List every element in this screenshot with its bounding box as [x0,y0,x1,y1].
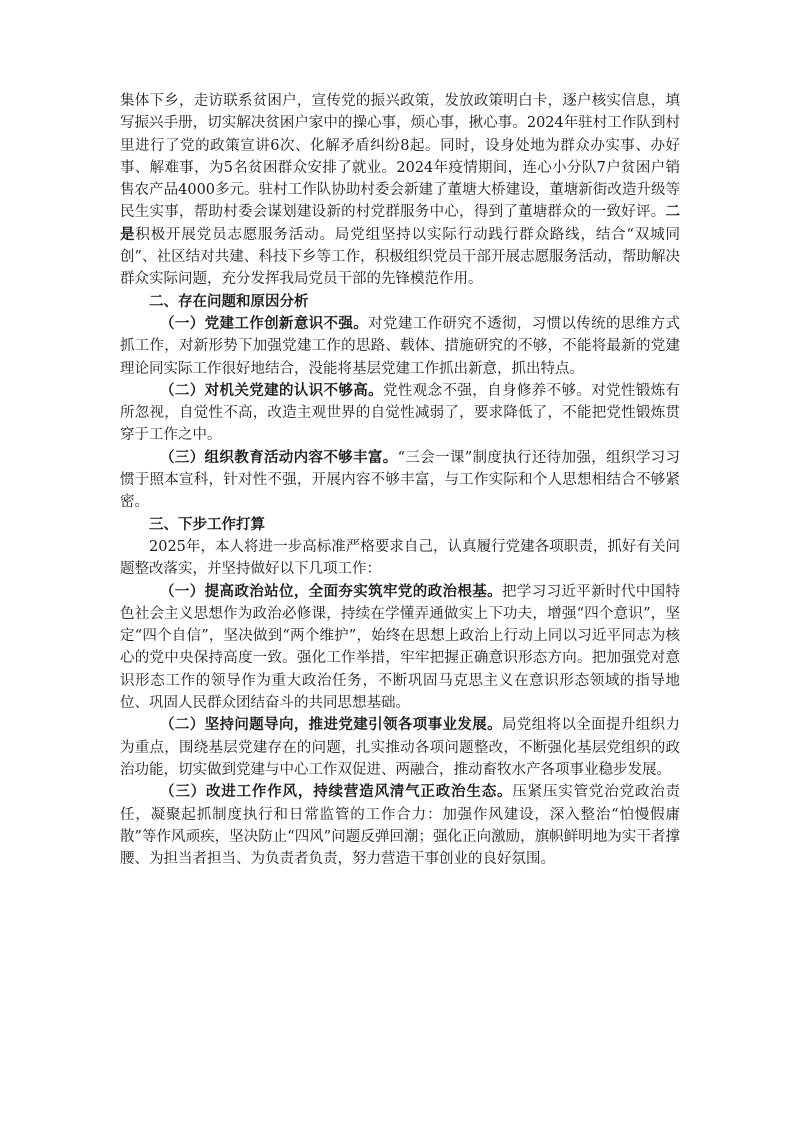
section2-heading: 二、存在问题和原因分析 [149,293,309,310]
section3-item-1 [120,581,680,715]
item-number: （三） [160,784,206,801]
item-bold-title: 改进工作作风，持续营造风清气正政治生态。 [205,784,513,801]
section2-item-3 [120,447,680,514]
intro-bold-marker: 二是 [120,204,680,243]
item-number: （一） [160,583,205,600]
item-number: （一） [160,315,205,332]
section3-item-2 [120,714,680,781]
item-bold-title: 党建工作创新意识不强。 [204,315,369,332]
item-text: 压紧压实管党治党政治责任，凝聚起抓制度执行和日常监管的工作合力：加强作风建设，深入整治“怕慢假庸散”等作风顽疾，坚决防止“四风”问题反弹回潮；强化正向激励，旗帜鲜明地为实干者撑腰、为担当者担当、为负责者负责，努力营造干事创业的良好氛围。 [120,784,681,868]
section3-intro: 2025年，本人将进一步高标准严格要求自己，认真履行党建各项职责，抓好有关问题整改落实，并坚持做好以下几项工作： [120,538,680,578]
section3-item-3 [120,781,680,870]
item-number: （二） [160,382,205,399]
item-bold-title: 提高政治站位，全面夯实筑牢党的政治根基。 [204,583,502,600]
intro-tail-text: 积极开展党员志愿服务活动。局党组坚持以实际行动践行群众路线，结合“双城同创”、社区结对共建、科技下乡等工作，积极组织党员干部开展志愿服务活动，帮助解决群众实际问题，充分发挥我局党员干部的先锋模范作用。 [120,226,680,288]
document-page [120,90,680,870]
item-text: 把学习习近平新时代中国特色社会主义思想作为政治必修课，持续在学懂弄通做实上下功夫，增强“四个意识”，坚定“四个自信”，坚决做到“两个维护”，始终在思想上政治上行动上同以习近平同志为核心的党中央保持高度一致。强化工作举措，牢牢把握正确意识形态方向。把加强党对意识形态工作的领导作为重大政治任务，不断巩固马克思主义在意识形态领域的指导地位、巩固人民群众团结奋斗的共同思想基础。 [120,583,681,712]
section3-heading: 三、下步工作打算 [149,516,265,533]
item-text: 党性观念不强，自身修养不够。对党性锻炼有所忽视，自觉性不高，改造主观世界的自觉性减弱了，要求降低了，不能把党性锻炼贯穿于工作之中。 [120,382,681,444]
intro-text: 集体下乡，走访联系贫困户，宣传党的振兴政策，发放政策明白卡，逐户核实信息，填写振兴手册，切实解决贫困户家中的操心事，烦心事，揪心事。2024年驻村工作队到村里进行了党的政策宣讲6次、化解矛盾纠纷8起。同时，设身处地为群众办实事、办好事、解难事，为5名贫困群众安排了就业。2024年疫情期间，连心小分队7户贫困户销售农产品4000多元。驻村工作队协助村委会新建了董塘大桥建设，董塘新街改造升级等民生实事，帮助村委会谋划建设新的村党群服务中心，得到了董塘群众的一致好评。 [120,93,680,221]
section2-item-1 [120,313,680,380]
item-number: （三） [160,449,205,466]
item-text: 局党组将以全面提升组织力为重点，围绕基层党建存在的问题，扎实推动各项问题整改，不断强化基层党组织的政治功能，切实做到党建与中心工作双促进、两融合，推动畜牧水产各项事业稳步发展。 [120,717,681,778]
item-bold-title: 组织教育活动内容不够丰富。 [204,449,398,466]
item-number: （二） [160,717,205,734]
intro-paragraph [120,90,680,291]
item-text: 对党建工作研究不透彻，习惯以传统的思维方式抓工作，对新形势下加强党建工作的思路、载体、措施研究的不够，不能将最新的党建理论同实际工作很好地结合，没能将基层党建工作抓出新意，抓出特点。 [120,315,681,377]
item-text: “三会一课”制度执行还待加强，组织学习习惯于照本宣科，针对性不强，开展内容不够丰富，与工作实际和个人思想相结合不够紧密。 [120,449,681,511]
item-bold-title: 坚持问题导向，推进党建引领各项事业发展。 [204,717,502,734]
item-bold-title: 对机关党建的认识不够高。 [204,382,384,399]
section2-item-2 [120,380,680,447]
